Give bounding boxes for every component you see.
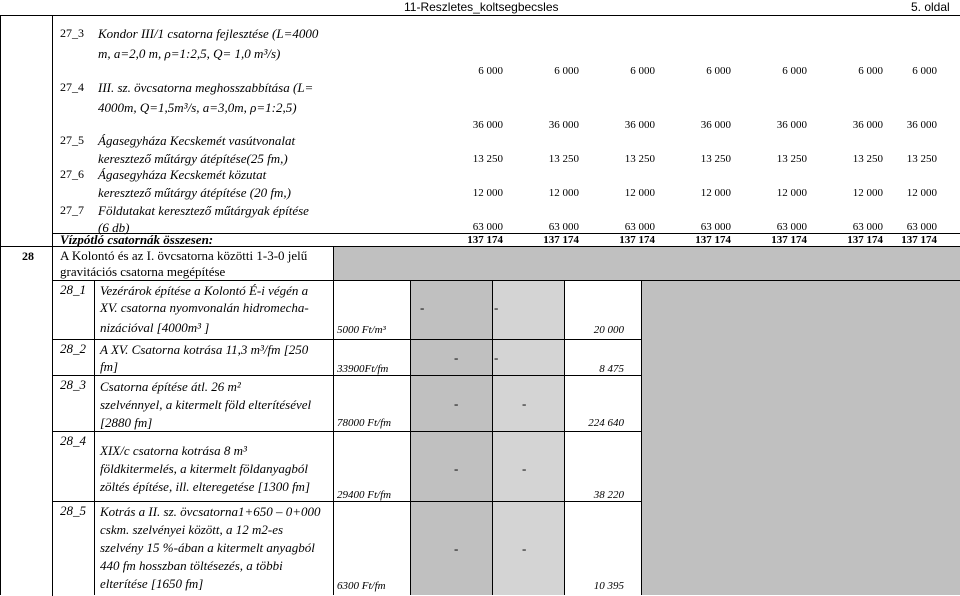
yearly-value: 6 000 bbox=[478, 65, 503, 77]
unit-price: 6300 Ft/fm bbox=[337, 580, 386, 592]
row-id: 27_3 bbox=[60, 26, 84, 40]
yearly-value: 12 000 bbox=[906, 187, 937, 199]
row-id: 28_3 bbox=[60, 377, 86, 392]
row-rule bbox=[52, 339, 641, 340]
unit-price: 33900Ft/fm bbox=[337, 363, 389, 375]
dash-cell: - bbox=[522, 461, 527, 476]
row-description: Ágasegyháza Kecskemét vasútvonalat bbox=[98, 133, 296, 148]
table-top-rule bbox=[0, 15, 52, 16]
unit-price: 5000 Ft/m³ bbox=[337, 324, 386, 336]
yearly-value: 63 000 bbox=[624, 221, 655, 233]
total-label: Vízpótló csatornák összesen: bbox=[60, 232, 214, 247]
amount: 224 640 bbox=[588, 417, 624, 429]
dash-cell: - bbox=[454, 541, 459, 556]
row-description: keresztező műtárgy átépítése(25 fm,) bbox=[98, 151, 288, 166]
yearly-value: 12 000 bbox=[472, 187, 503, 199]
row-description: földkitermelés, a kitermelt földanyagból bbox=[100, 461, 308, 476]
shaded-area-section-header bbox=[333, 247, 960, 280]
yearly-value: 36 000 bbox=[852, 119, 883, 131]
row-id: 28_1 bbox=[60, 282, 86, 297]
unit-price: 29400 Ft/fm bbox=[337, 489, 392, 501]
row-id: 27_7 bbox=[60, 203, 84, 217]
row-description: III. sz. övcsatorna meghosszabbítása (L= bbox=[98, 80, 314, 95]
row-id: 28_2 bbox=[60, 341, 86, 356]
row-id: 28_5 bbox=[60, 503, 86, 518]
yearly-value: 6 000 bbox=[630, 65, 655, 77]
shaded-column-mid bbox=[410, 280, 492, 595]
row-description: Csatorna építése átl. 26 m² bbox=[100, 379, 241, 394]
amount: 10 395 bbox=[593, 580, 624, 592]
total-value: 137 174 bbox=[771, 234, 807, 246]
row-description: XV. csatorna nyomvonalán hidromecha- bbox=[100, 300, 309, 315]
row-description: (6 db) bbox=[98, 220, 130, 235]
yearly-value: 63 000 bbox=[700, 221, 731, 233]
total-value: 137 174 bbox=[847, 234, 883, 246]
yearly-value: 13 250 bbox=[472, 153, 503, 165]
row-description: Kondor III/1 csatorna fejlesztése (L=4000 bbox=[98, 26, 319, 41]
section-title: A Kolontó és az I. övcsatorna közötti 1-3-0 jelű bbox=[60, 248, 308, 263]
yearly-value: 13 250 bbox=[906, 153, 937, 165]
col-rule bbox=[492, 280, 493, 595]
row-description: szelvénnyel, a kitermelt föld elterítésével bbox=[100, 397, 312, 412]
row-description: zöltés építése, ill. elteregetése [1300 fm] bbox=[100, 479, 310, 494]
row-rule bbox=[52, 431, 641, 432]
yearly-value: 13 250 bbox=[548, 153, 579, 165]
yearly-value: 6 000 bbox=[554, 65, 579, 77]
row-id: 27_5 bbox=[60, 133, 84, 147]
dash-cell: - bbox=[522, 396, 527, 411]
table-left-rule bbox=[0, 15, 1, 595]
row-description: m, a=2,0 m, ρ=1:2,5, Q= 1,0 m³/s) bbox=[98, 46, 281, 61]
yearly-value: 12 000 bbox=[776, 187, 807, 199]
unit-price: 78000 Ft/fm bbox=[337, 417, 392, 429]
yearly-value: 12 000 bbox=[548, 187, 579, 199]
yearly-value: 63 000 bbox=[548, 221, 579, 233]
yearly-value: 13 250 bbox=[852, 153, 883, 165]
yearly-value: 63 000 bbox=[852, 221, 883, 233]
row-description: elterítése [1650 fm] bbox=[100, 576, 204, 591]
row-description: szelvény 15 %-ában a kitermelt anyagból bbox=[100, 540, 315, 555]
total-value: 137 174 bbox=[543, 234, 579, 246]
col-rule bbox=[52, 246, 53, 595]
yearly-value: 13 250 bbox=[776, 153, 807, 165]
total-value: 137 174 bbox=[901, 234, 937, 246]
total-value: 137 174 bbox=[619, 234, 655, 246]
yearly-value: 6 000 bbox=[706, 65, 731, 77]
section-number: 28 bbox=[22, 249, 34, 263]
yearly-value: 63 000 bbox=[906, 221, 937, 233]
col-rule bbox=[333, 246, 334, 595]
col-rule bbox=[410, 280, 411, 595]
row-rule bbox=[52, 280, 960, 281]
amount: 8 475 bbox=[599, 363, 624, 375]
page-number: 5. oldal bbox=[911, 0, 950, 14]
yearly-value: 13 250 bbox=[700, 153, 731, 165]
row-description: 440 fm hosszban töltésezés, a többi bbox=[100, 558, 283, 573]
row-id: 28_4 bbox=[60, 433, 86, 448]
total-value: 137 174 bbox=[467, 234, 503, 246]
yearly-value: 12 000 bbox=[852, 187, 883, 199]
shaded-columns-right bbox=[641, 280, 960, 595]
yearly-value: 12 000 bbox=[624, 187, 655, 199]
dash-cell: - bbox=[494, 350, 499, 365]
dash-cell: - bbox=[522, 541, 527, 556]
dash-cell: - bbox=[454, 396, 459, 411]
dash-cell: - bbox=[420, 300, 425, 315]
col-rule bbox=[564, 280, 565, 595]
row-description: Vezérárok építése a Kolontó É-i végén a bbox=[100, 283, 309, 298]
yearly-value: 36 000 bbox=[548, 119, 579, 131]
yearly-value: 6 000 bbox=[782, 65, 807, 77]
amount: 20 000 bbox=[593, 324, 624, 336]
yearly-value: 63 000 bbox=[776, 221, 807, 233]
yearly-value: 63 000 bbox=[472, 221, 503, 233]
shaded-column-mid2 bbox=[492, 280, 564, 595]
row-id: 27_6 bbox=[60, 167, 84, 181]
row-description: fm] bbox=[100, 359, 119, 374]
col-rule bbox=[641, 280, 642, 595]
yearly-value: 36 000 bbox=[700, 119, 731, 131]
yearly-value: 36 000 bbox=[624, 119, 655, 131]
dash-cell: - bbox=[454, 350, 459, 365]
yearly-value: 6 000 bbox=[912, 65, 937, 77]
row-description: Ágasegyháza Kecskemét közutat bbox=[98, 167, 267, 182]
row-description: Kotrás a II. sz. övcsatorna1+650 – 0+000 bbox=[100, 504, 321, 519]
row-description: XIX/c csatorna kotrása 8 m³ bbox=[100, 443, 247, 458]
yearly-value: 13 250 bbox=[624, 153, 655, 165]
document-filename: 11-Reszletes_koltsegbecsles bbox=[404, 0, 559, 14]
row-id: 27_4 bbox=[60, 80, 84, 94]
dash-cell: - bbox=[454, 461, 459, 476]
row-description: 4000m, Q=1,5m³/s, a=3,0m, ρ=1:2,5) bbox=[98, 100, 297, 115]
row-description: A XV. Csatorna kotrása 11,3 m³/fm [250 bbox=[100, 342, 309, 357]
yearly-value: 36 000 bbox=[906, 119, 937, 131]
yearly-value: 36 000 bbox=[776, 119, 807, 131]
row-description: Földutakat keresztező műtárgyak építése bbox=[98, 203, 309, 218]
total-value: 137 174 bbox=[695, 234, 731, 246]
col-rule bbox=[94, 280, 95, 595]
amount: 38 220 bbox=[593, 489, 624, 501]
yearly-value: 6 000 bbox=[858, 65, 883, 77]
row-rule bbox=[0, 246, 52, 247]
row-description: nizációval [4000m³ ] bbox=[100, 320, 210, 335]
row-description: keresztező műtárgy átépítése (20 fm,) bbox=[98, 185, 291, 200]
row-description: cskm. szelvényei között, a 12 m2-es bbox=[100, 522, 284, 537]
yearly-value: 36 000 bbox=[472, 119, 503, 131]
dash-cell: - bbox=[494, 300, 499, 315]
section-title: gravitációs csatorna megépítése bbox=[60, 264, 226, 279]
yearly-value: 12 000 bbox=[700, 187, 731, 199]
row-description: [2880 fm] bbox=[100, 415, 153, 430]
